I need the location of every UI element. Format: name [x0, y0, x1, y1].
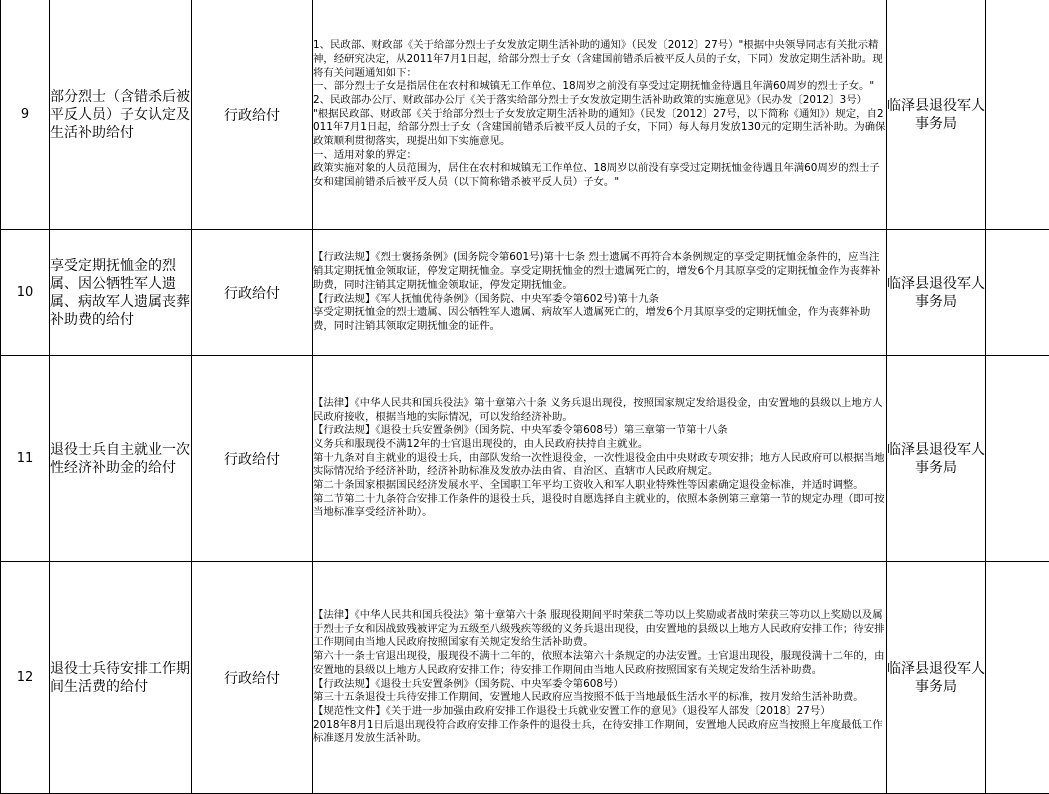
implementing-body: 临泽县退役军人事务局 [887, 562, 986, 794]
legal-basis [313, 562, 887, 794]
basis-line: "根据民政部、财政部《关于给部分烈士子女发放定期生活补助的通知》（民发〔2012〕27号，以下简称《通知》）规定，自2011年7月1日起，给部分烈士子女（含建国前错杀后被平反人员的子女，下同）每人每月发放130元的定期生活补助。为确保政策顺利贯彻落实，现提出如下实施意见。 [313, 108, 886, 149]
row-number: 9 [1, 0, 50, 230]
row-number: 11 [1, 356, 50, 562]
row-number: 12 [1, 562, 50, 794]
table-row [1, 230, 1049, 356]
basis-line: 义务兵和服现役不满12年的士官退出现役的，由人民政府扶持自主就业。 [313, 438, 886, 452]
basis-line: 【规范性文件】《关于进一步加强由政府安排工作退役士兵就业安置工作的意见》（退役军人部发〔2018〕27号） [313, 705, 886, 719]
basis-line: 第十九条对自主就业的退役士兵，由部队发给一次性退役金，一次性退役金由中央财政专项安排；地方人民政府可以根据当地实际情况给予经济补助，经济补助标准及发放办法由省、自治区、直辖市人民政府规定。 [313, 452, 886, 479]
basis-line: 第六十一条士官退出现役，服现役不满十二年的，依照本法第六十条规定的办法安置。士官退出现役，服现役满十二年的，由安置地的县级以上地方人民政府安排工作；待安排工作期间由当地人民政府按照国家有关规定发给生活补助费。 [313, 650, 886, 677]
basis-line: 1、民政部、财政部《关于给部分烈士子女发放定期生活补助的通知》（民发〔2012〕27号）"根据中央领导同志有关批示精神，经研究决定，从2011年7月1日起，给部分烈士子女（含建国前错杀后被平反人员的子女，下同）发放定期生活补助。现将有关问题通知如下： [313, 39, 886, 80]
row-number: 10 [1, 230, 50, 356]
item-name: 享受定期抚恤金的烈属、因公牺牲军人遗属、病故军人遗属丧葬补助费的给付 [50, 230, 192, 356]
power-type: 行政给付 [192, 562, 313, 794]
basis-line: 一、部分烈士子女是指居住在农村和城镇无工作单位、18周岁之前没有享受过定期抚恤金待遇且年满60周岁的烈士子女。" [313, 80, 886, 94]
basis-line: 【法律】《中华人民共和国兵役法》第十章第六十条 义务兵退出现役，按照国家规定发给退役金，由安置地的县级以上地方人民政府接收，根据当地的实际情况，可以发给经济补助。 [313, 397, 886, 424]
remarks-cell [986, 0, 1049, 230]
remarks-cell [986, 356, 1049, 562]
basis-line: 2、民政部办公厅、财政部办公厅《关于落实给部分烈士子女发放定期生活补助政策的实施意见》（民办发〔2012〕3号） [313, 94, 886, 108]
legal-basis [313, 356, 887, 562]
basis-line: 一、适用对象的界定： [313, 149, 886, 163]
table-row [1, 0, 1049, 230]
power-type: 行政给付 [192, 0, 313, 230]
basis-line: 【行政法规】《退役士兵安置条例》（国务院、中央军委令第608号） [313, 678, 886, 692]
implementing-body: 临泽县退役军人事务局 [887, 356, 986, 562]
basis-line: 【行政法规】《军人抚恤优待条例》（国务院、中央军委令第602号)第十九条 [313, 293, 886, 307]
power-type: 行政给付 [192, 230, 313, 356]
basis-line: 政策实施对象的人员范围为，居住在农村和城镇无工作单位、18周岁以前没有享受过定期抚恤金待遇且年满60周岁的烈士子女和建国前错杀后被平反人员（以下简称错杀被平反人员）子女。" [313, 162, 886, 189]
basis-line: 第二节第二十九条符合安排工作条件的退役士兵，退役时自愿选择自主就业的，依照本条例第三章第一节的规定办理（即可按当地标准享受经济补助）。 [313, 493, 886, 520]
remarks-cell [986, 562, 1049, 794]
implementing-body: 临泽县退役军人事务局 [887, 230, 986, 356]
basis-line: 【行政法规】《烈士褒扬条例》(国务院令第601号)第十七条 烈士遗属不再符合本条例规定的享受定期抚恤金条件的，应当注销其定期抚恤金领取证，停发定期抚恤金。享受定期抚恤金的烈士遗属死亡的，增发6个月其原享受的定期抚恤金作为丧葬补助费，同时注销其定期抚恤金领取证，停发定期抚恤金。 [313, 251, 886, 292]
item-name: 退役士兵待安排工作期间生活费的给付 [50, 562, 192, 794]
legal-basis [313, 230, 887, 356]
basis-line: 【法律】《中华人民共和国兵役法》第十章第六十条 服现役期间平时荣获二等功以上奖励或者战时荣获三等功以上奖励以及属于烈士子女和因战致残被评定为五级至八级残疾等级的义务兵退出现役，由安置地的县级以上地方人民政府安排工作；待安排工作期间由当地人民政府按照国家有关规定发给生活补助费。 [313, 609, 886, 650]
item-name: 部分烈士（含错杀后被平反人员）子女认定及生活补助给付 [50, 0, 192, 230]
basis-line: 2018年8月1日后退出现役符合政府安排工作条件的退役士兵，在待安排工作期间，安置地人民政府应当按照上年度最低工作标准逐月发放生活补助。 [313, 719, 886, 746]
remarks-cell [986, 230, 1049, 356]
basis-line: 【行政法规】《退役士兵安置条例》（国务院、中央军委令第608号）第三章第一节第十八条 [313, 424, 886, 438]
table-row [1, 562, 1049, 794]
legal-basis [313, 0, 887, 230]
power-type: 行政给付 [192, 356, 313, 562]
implementing-body: 临泽县退役军人事务局 [887, 0, 986, 230]
basis-line: 享受定期抚恤金的烈士遗属、因公牺牲军人遗属、病故军人遗属死亡的，增发6个月其原享受的定期抚恤金，作为丧葬补助费，同时注销其领取定期抚恤金的证件。 [313, 306, 886, 333]
basis-line: 第三十五条退役士兵待安排工作期间，安置地人民政府应当按照不低于当地最低生活水平的标准，按月发给生活补助费。 [313, 691, 886, 705]
table-row [1, 356, 1049, 562]
item-name: 退役士兵自主就业一次性经济补助金的给付 [50, 356, 192, 562]
basis-line: 第二十条国家根据国民经济发展水平、全国职工年平均工资收入和军人职业特殊性等因素确定退役金标准，并适时调整。 [313, 479, 886, 493]
